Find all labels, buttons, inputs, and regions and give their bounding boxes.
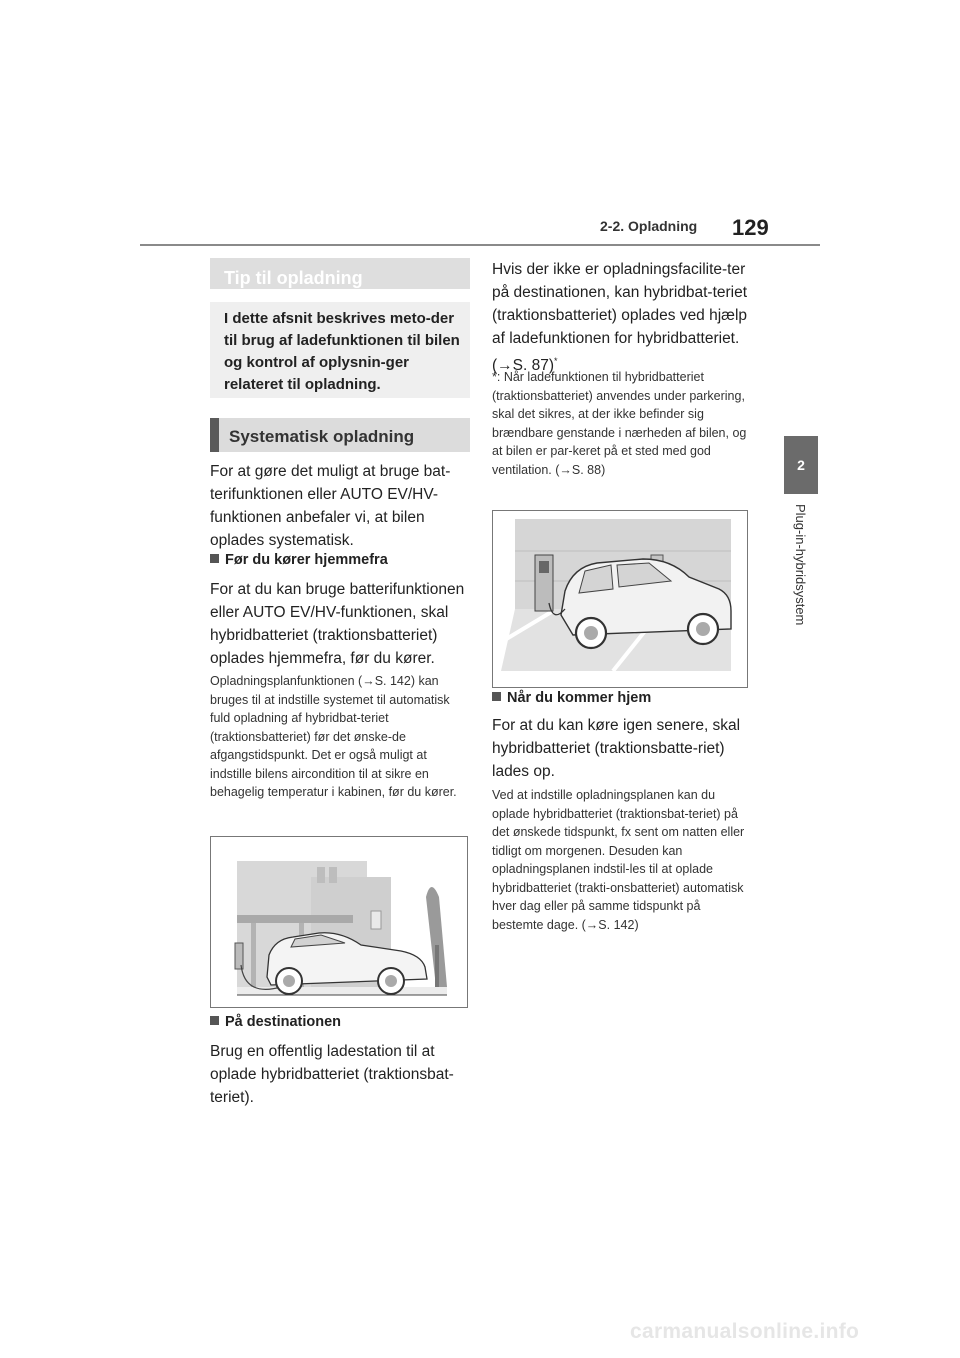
footnote bbox=[492, 368, 750, 479]
page-number: 129 bbox=[732, 215, 769, 240]
systematic-heading: Systematisk opladning bbox=[210, 418, 470, 452]
home-heading bbox=[492, 690, 754, 706]
home-charging-drawing bbox=[211, 837, 467, 1007]
before-heading bbox=[210, 552, 472, 568]
tip-intro: I dette afsnit beskrives meto-der til brug af ladefunktionen til bilen og kontrol af oplysnin-ger relateret til opladning. bbox=[210, 302, 470, 398]
square-bullet-icon bbox=[210, 1016, 219, 1025]
before-note: Opladningsplanfunktionen (→S. 142) kan bruges til at indstille systemet til automatisk fuld opladning af hybridbat-teriet (traktionsbatteriet) før det ønske-de afgangstidspunkt. Det er også muligt at indstille bilens aircondition til at sikre en behagelig temperatur i kabinen, før du kører. bbox=[210, 674, 457, 799]
destination-text: Brug en offentlig ladestation til at oplade hybridbatteriet (traktionsbat-teriet). bbox=[210, 1043, 454, 1106]
chapter-side-label bbox=[786, 504, 816, 654]
chapter-side-label-text: Plug-in-hybridsystem bbox=[793, 504, 808, 626]
public-charging-illustration bbox=[492, 510, 748, 688]
footnote-asterisk: * bbox=[554, 356, 558, 366]
before-text: For at du kan bruge batterifunktionen eller AUTO EV/HV-funktionen, skal hybridbatteriet (traktionsbatteriet) oplades hjemmefra, før du kører. bbox=[210, 581, 465, 667]
destination-heading bbox=[210, 1014, 472, 1030]
destination-heading-text: På destinationen bbox=[225, 1014, 342, 1030]
no-facility-text bbox=[492, 258, 754, 377]
footnote-body: Når ladefunktionen til hybridbatteriet (traktionsbatteriet) anvendes under parkering, skal det sikres, at der ikke befinder sig brændbare genstande i nærheden af bilen, og at bilen er par-keret på et sted med god ventilation. (→S. 88) bbox=[492, 370, 747, 477]
watermark: carmanualsonline.info bbox=[630, 1320, 860, 1343]
public-charging-drawing bbox=[493, 511, 747, 687]
square-bullet-icon bbox=[492, 692, 501, 701]
home-text: For at du kan køre igen senere, skal hybridbatteriet (traktionsbatte-riet) lades op. bbox=[492, 717, 741, 780]
tip-heading: Tip til opladning bbox=[210, 258, 470, 289]
home-charging-illustration bbox=[210, 836, 468, 1008]
section-title: 2-2. Opladning bbox=[600, 218, 698, 234]
before-heading-text: Før du kører hjemmefra bbox=[225, 552, 388, 568]
footnote-mark: *: bbox=[492, 370, 504, 384]
square-bullet-icon bbox=[210, 554, 219, 563]
home-heading-text: Når du kommer hjem bbox=[507, 690, 652, 706]
home-note: Ved at indstille opladningsplanen kan du oplade hybridbatteriet (traktionsbat-teriet) på det ønskede tidspunkt, fx sent om natten eller tidligt om morgenen. Desuden kan opladningsplanen indstil-les til at oplade hybridbatteriet (trakti-onsbatteriet) automatisk hver dag eller på samme tidspunkt på bestemte dage. (→S. 142) bbox=[492, 788, 745, 932]
chapter-tab: 2 bbox=[784, 436, 818, 494]
header-rule bbox=[140, 244, 820, 246]
no-facility-body: Hvis der ikke er opladningsfacilite-ter på destinationen, kan hybridbat-teriet (traktionsbatteriet) oplades ved hjælp af ladefunktionen for hybridbatteriet. (→S. 87) bbox=[492, 261, 748, 375]
systematic-intro: For at gøre det muligt at bruge bat-terifunktionen eller AUTO EV/HV-funktionen anbefaler vi, at bilen oplades systematisk. bbox=[210, 463, 451, 549]
